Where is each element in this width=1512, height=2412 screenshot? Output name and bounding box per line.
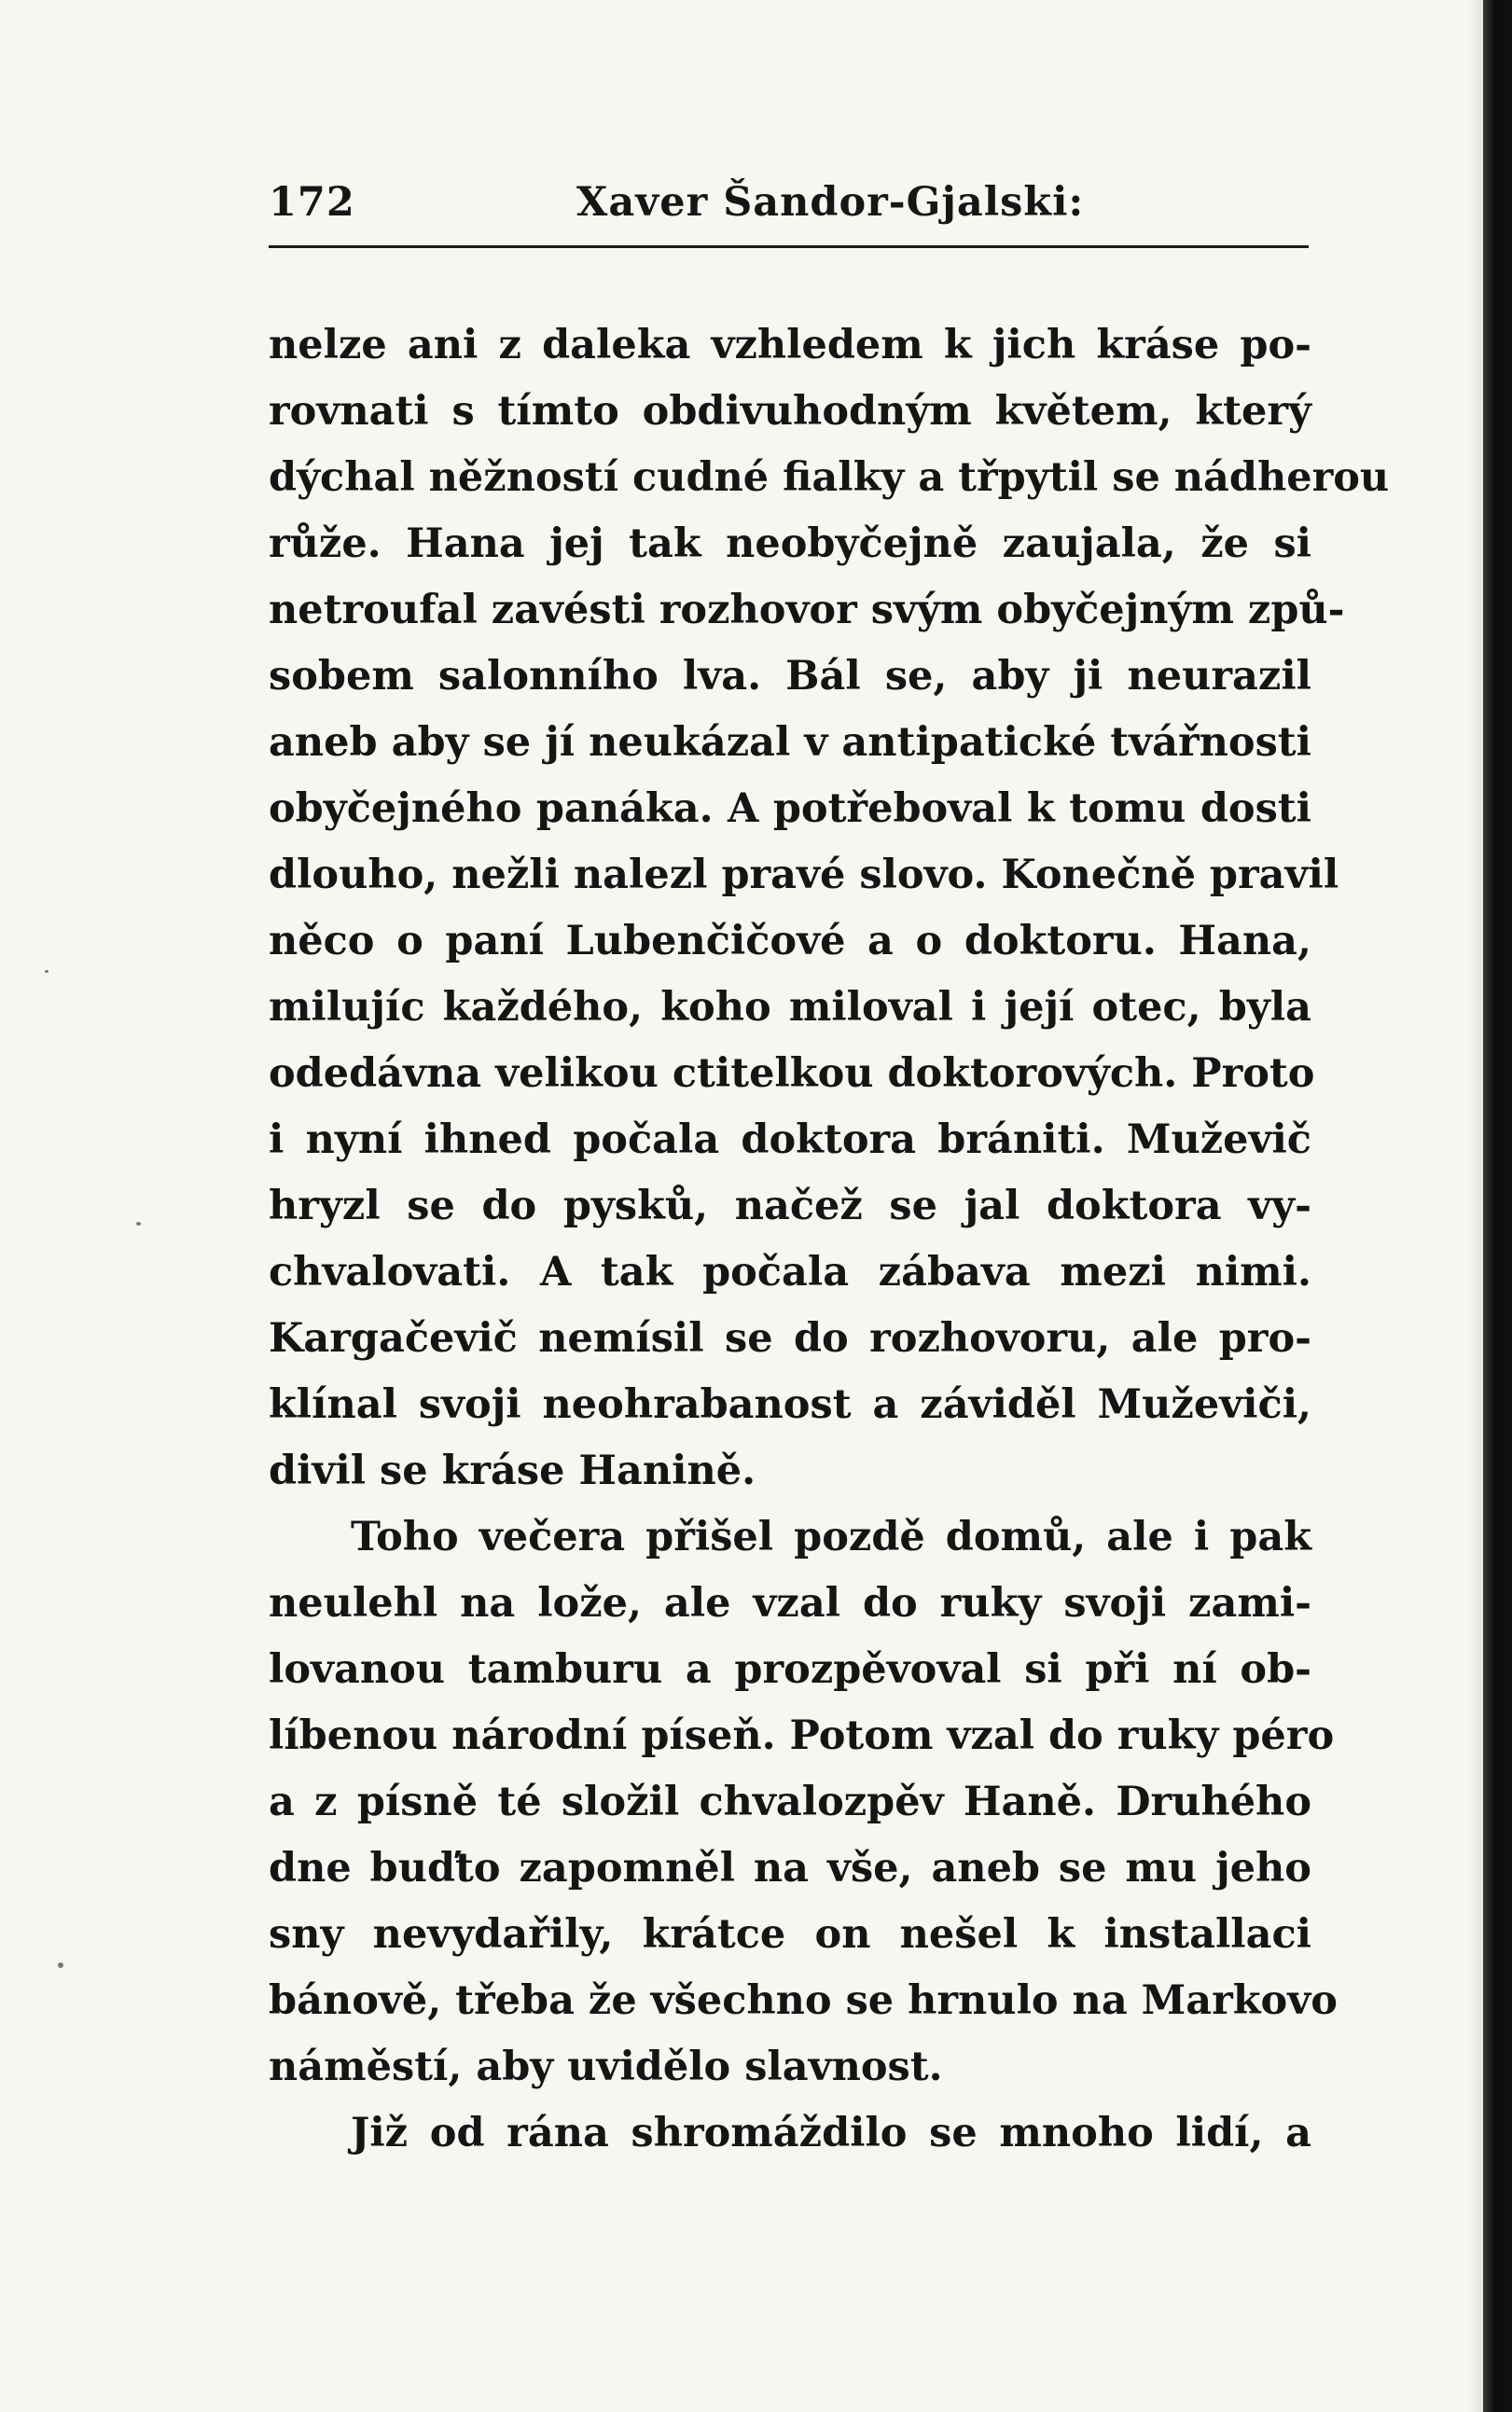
text-line-paragraph-start: Toho večera přišel pozdě domů, ale i pak: [351, 1514, 1311, 1560]
text-line: obyčejného panáka. A potřeboval k tomu dosti: [269, 785, 1311, 832]
body-text: [269, 312, 1390, 2167]
text-line-paragraph-end: náměstí, aby uvidělo slavnost.: [269, 2044, 943, 2090]
text-line: neulehl na lože, ale vzal do ruky svoji zami-: [269, 1580, 1311, 1627]
text-line: růže. Hana jej tak neobyčejně zaujala, že si: [269, 520, 1311, 567]
text-line: milujíc každého, koho miloval i její otec, byla: [269, 984, 1311, 1031]
text-line: i nyní ihned počala doktora brániti. Muževič: [269, 1116, 1311, 1163]
page-number: 172: [269, 179, 355, 226]
page-edge-shadow: [1469, 0, 1483, 2412]
text-line: lovanou tamburu a prozpěvoval si při ní ob-: [269, 1646, 1311, 1693]
print-speck: [45, 970, 49, 973]
book-spine: [1483, 0, 1512, 2412]
text-line-paragraph-start: Již od rána shromáždilo se mnoho lidí, a: [351, 2110, 1311, 2156]
print-speck: [136, 1222, 141, 1226]
text-line: hryzl se do pysků, načež se jal doktora vy-: [269, 1183, 1311, 1229]
text-line: Kargačevič nemísil se do rozhovoru, ale pro-: [269, 1315, 1311, 1362]
text-line: chvalovati. A tak počala zábava mezi nimi.: [269, 1249, 1311, 1296]
text-line: něco o paní Lubenčičové a o doktoru. Hana,: [269, 918, 1311, 964]
text-line: aneb aby se jí neukázal v antipatické tvářnosti: [269, 719, 1311, 766]
print-speck: [58, 1962, 63, 1968]
text-line: odedávna velikou ctitelkou doktorových. Proto: [269, 1050, 1315, 1097]
text-line: a z písně té složil chvalozpěv Haně. Druhého: [269, 1779, 1311, 1825]
text-line: nelze ani z daleka vzhledem k jich kráse po-: [269, 322, 1311, 368]
header-rule: [269, 245, 1309, 248]
text-line: dlouho, nežli nalezl pravé slovo. Konečně pravil: [269, 852, 1339, 898]
running-header: [269, 179, 1309, 235]
text-line: dne buďto zapomněl na vše, aneb se mu jeho: [269, 1845, 1311, 1892]
text-line: rovnati s tímto obdivuhodným květem, který: [269, 388, 1311, 435]
text-line: bánově, třeba že všechno se hrnulo na Markovo: [269, 1977, 1338, 2024]
text-line-paragraph-end: divil se kráse Hanině.: [269, 1448, 756, 1494]
text-line: sobem salonního lva. Bál se, aby ji neurazil: [269, 653, 1311, 700]
running-title: Xaver Šandor-Gjalski:: [576, 179, 1085, 226]
text-line: klínal svoji neohrabanost a záviděl Muževiči,: [269, 1381, 1311, 1428]
text-line: dýchal něžností cudné fialky a třpytil se nádherou: [269, 454, 1390, 501]
text-line: netroufal zavésti rozhovor svým obyčejným způ-: [269, 587, 1345, 633]
text-line: líbenou národní píseň. Potom vzal do ruky péro: [269, 1712, 1335, 1759]
text-line: sny nevydařily, krátce on nešel k installaci: [269, 1911, 1311, 1958]
